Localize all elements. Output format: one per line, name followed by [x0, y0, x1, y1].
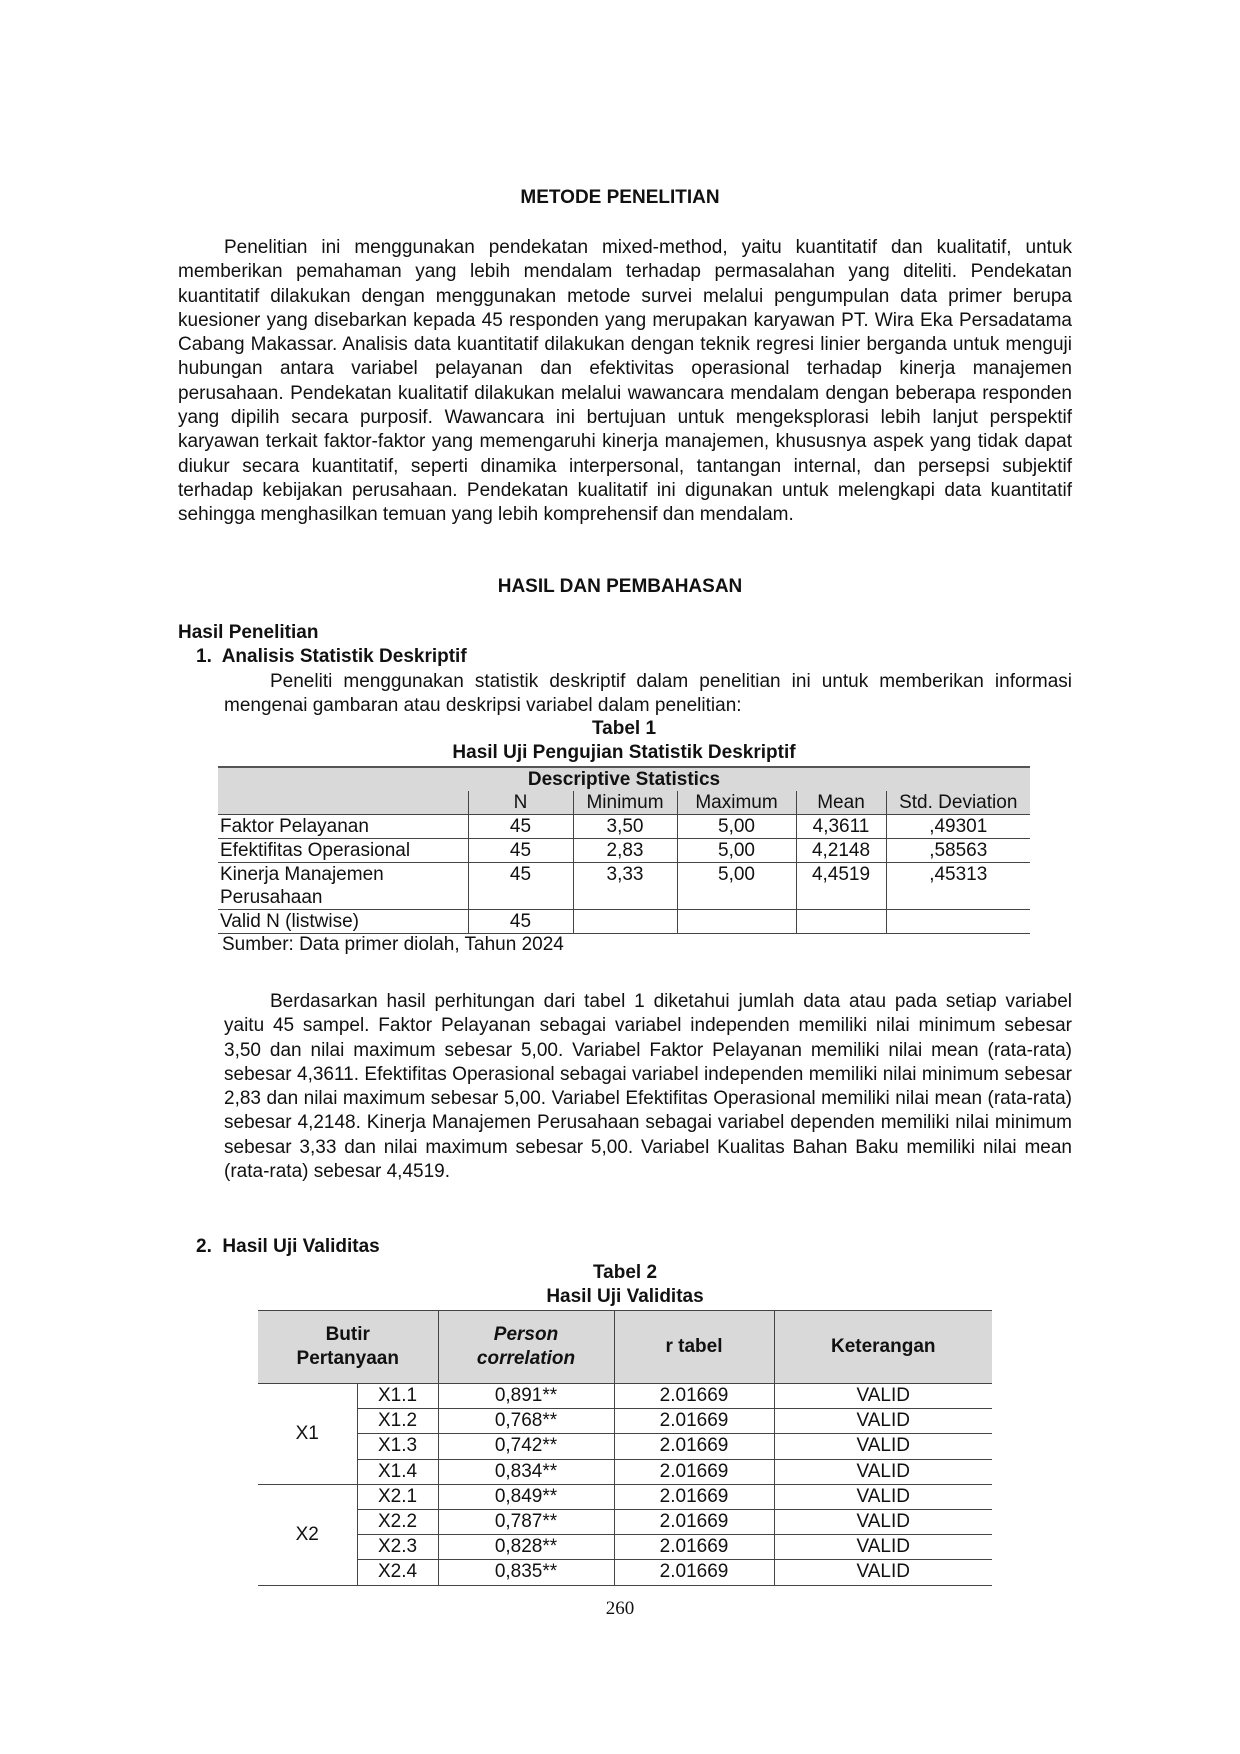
table2-caption-number: Tabel 2	[592, 1262, 658, 1283]
table-row	[218, 839, 1030, 863]
table-row	[258, 1484, 992, 1509]
table1-header-minimum: Minimum	[573, 791, 677, 815]
cell-code: X2.4	[357, 1560, 438, 1585]
cell-ket: VALID	[774, 1535, 992, 1560]
cell-n: 45	[468, 839, 573, 863]
cell-code: X1.3	[357, 1434, 438, 1459]
cell-min	[573, 910, 677, 934]
table1-title: Descriptive Statistics	[218, 767, 1030, 791]
cell-r: 0,787**	[438, 1510, 614, 1535]
paragraph-intro-table1: Peneliti menggunakan statistik deskriptif dalam penelitian ini untuk memberikan informasi mengenai gambaran atau deskripsi variabel dalam penelitian:	[224, 671, 1072, 717]
cell-min: 3,33	[573, 863, 677, 910]
section-title-metode: METODE PENELITIAN	[520, 187, 720, 208]
cell-code: X1.1	[357, 1384, 438, 1409]
cell-ket: VALID	[774, 1510, 992, 1535]
table1-header-blank	[218, 791, 468, 815]
section-title-hasil: HASIL DAN PEMBAHASAN	[497, 576, 743, 597]
cell-ket: VALID	[774, 1560, 992, 1585]
cell-ket: VALID	[774, 1384, 992, 1409]
cell-min: 2,83	[573, 839, 677, 863]
cell-r: 0,834**	[438, 1459, 614, 1484]
table2-header-r-tabel: r tabel	[614, 1311, 774, 1384]
table-row	[218, 910, 1030, 934]
cell-rtab: 2.01669	[614, 1484, 774, 1509]
cell-n: 45	[468, 815, 573, 839]
cell-code: X2.3	[357, 1535, 438, 1560]
cell-r: 0,835**	[438, 1560, 614, 1585]
table-row	[258, 1510, 992, 1535]
subheading-hasil-penelitian: Hasil Penelitian	[178, 622, 319, 643]
cell-max: 5,00	[677, 839, 796, 863]
table1-header-std-deviation: Std. Deviation	[886, 791, 1030, 815]
table-row	[218, 863, 1030, 910]
cell-max: 5,00	[677, 863, 796, 910]
cell-code: X2.2	[357, 1510, 438, 1535]
table1-header-mean: Mean	[796, 791, 886, 815]
cell-mean: 4,4519	[796, 863, 886, 910]
descriptive-statistics-table	[218, 766, 1030, 934]
cell-r: 0,828**	[438, 1535, 614, 1560]
cell-r: 0,849**	[438, 1484, 614, 1509]
cell-mean: 4,2148	[796, 839, 886, 863]
paragraph-metode: Penelitian ini menggunakan pendekatan mixed-method, yaitu kuantitatif dan kualitatif, untuk memberikan pemahaman yang lebih mendalam terhadap permasalahan yang diteliti. Pendekatan kuantitatif dilakukan dengan menggunakan metode survei melalui pengumpulan data primer berupa kuesioner yang disebarkan kepada 45 responden yang merupakan karyawan PT. Wira Eka Persadatama Cabang Makassar. Analisis data kuantitatif dilakukan dengan teknik regresi linier berganda untuk menguji hubungan antara variabel pelayanan dan efektivitas operasional terhadap kinerja manajemen perusahaan. Pendekatan kualitatif dilakukan melalui wawancara mendalam dengan beberapa responden yang dipilih secara purposif. Wawancara ini bertujuan untuk mengeksplorasi lebih lanjut perspektif karyawan terkait faktor-faktor yang memengaruhi kinerja manajemen, khususnya aspek yang tidak dapat diukur secara kuantitatif, seperti dinamika interpersonal, tantangan internal, dan persepsi subjektif terhadap kebijakan perusahaan. Pendekatan kualitatif ini digunakan untuk melengkapi data kuantitatif sehingga menghasilkan temuan yang lebih komprehensif dan mendalam.	[178, 237, 1072, 526]
cell-sd: ,58563	[886, 839, 1030, 863]
cell-code: X2.1	[357, 1484, 438, 1509]
cell-ket: VALID	[774, 1409, 992, 1434]
table-row	[218, 815, 1030, 839]
table-row	[258, 1459, 992, 1484]
cell-sd: ,49301	[886, 815, 1030, 839]
cell-rtab: 2.01669	[614, 1459, 774, 1484]
cell-max	[677, 910, 796, 934]
cell-sd	[886, 910, 1030, 934]
cell-n: 45	[468, 863, 573, 910]
cell-n: 45	[468, 910, 573, 934]
cell-code: X1.2	[357, 1409, 438, 1434]
cell-sd: ,45313	[886, 863, 1030, 910]
table1-source: Sumber: Data primer diolah, Tahun 2024	[222, 934, 564, 955]
table-row	[258, 1384, 992, 1409]
heading-item-1: 1. Analisis Statistik Deskriptif	[196, 646, 467, 667]
cell-mean	[796, 910, 886, 934]
cell-rtab: 2.01669	[614, 1384, 774, 1409]
row-label: Faktor Pelayanan	[218, 815, 468, 839]
page-number: 260	[605, 1598, 635, 1619]
cell-ket: VALID	[774, 1459, 992, 1484]
table-row	[258, 1434, 992, 1459]
cell-min: 3,50	[573, 815, 677, 839]
cell-ket: VALID	[774, 1434, 992, 1459]
cell-max: 5,00	[677, 815, 796, 839]
cell-rtab: 2.01669	[614, 1434, 774, 1459]
table-row	[258, 1560, 992, 1585]
cell-code: X1.4	[357, 1459, 438, 1484]
cell-ket: VALID	[774, 1484, 992, 1509]
row-label: Efektifitas Operasional	[218, 839, 468, 863]
table-row	[258, 1409, 992, 1434]
heading-item-2: 2. Hasil Uji Validitas	[196, 1236, 380, 1257]
cell-rtab: 2.01669	[614, 1535, 774, 1560]
validity-table	[258, 1310, 992, 1586]
table1-caption-title: Hasil Uji Pengujian Statistik Deskriptif	[452, 742, 796, 763]
table1-caption-number: Tabel 1	[591, 718, 657, 739]
row-label: Valid N (listwise)	[218, 910, 468, 934]
cell-r: 0,742**	[438, 1434, 614, 1459]
cell-rtab: 2.01669	[614, 1560, 774, 1585]
cell-mean: 4,3611	[796, 815, 886, 839]
paragraph-after-table1: Berdasarkan hasil perhitungan dari tabel 1 diketahui jumlah data atau pada setiap variabel yaitu 45 sampel. Faktor Pelayanan sebagai variabel independen memiliki nilai minimum sebesar 3,50 dan nilai maximum sebesar 5,00. Variabel Faktor Pelayanan memiliki nilai mean (rata-rata) sebesar 4,3611. Efektifitas Operasional sebagai variabel independen memiliki nilai minimum sebesar 2,83 dan nilai maximum sebesar 5,00. Variabel Efektifitas Operasional memiliki nilai mean (rata-rata) sebesar 4,2148. Kinerja Manajemen Perusahaan sebagai variabel dependen memiliki nilai minimum sebesar 3,33 dan nilai maximum sebesar 5,00. Variabel Kualitas Bahan Baku memiliki nilai mean (rata-rata) sebesar 4,4519.	[224, 991, 1072, 1183]
group-label: X1	[258, 1384, 357, 1485]
table2-header-butir: Butir Pertanyaan	[258, 1311, 438, 1384]
table2-header-person-correlation: Person correlation	[438, 1311, 614, 1384]
table2-caption-title: Hasil Uji Validitas	[546, 1286, 704, 1307]
cell-rtab: 2.01669	[614, 1409, 774, 1434]
table-row	[258, 1535, 992, 1560]
row-label: Kinerja Manajemen Perusahaan	[218, 863, 468, 910]
cell-rtab: 2.01669	[614, 1510, 774, 1535]
cell-r: 0,768**	[438, 1409, 614, 1434]
table1-header-n: N	[468, 791, 573, 815]
cell-r: 0,891**	[438, 1384, 614, 1409]
table1-header-maximum: Maximum	[677, 791, 796, 815]
table2-header-keterangan: Keterangan	[774, 1311, 992, 1384]
group-label: X2	[258, 1484, 357, 1585]
